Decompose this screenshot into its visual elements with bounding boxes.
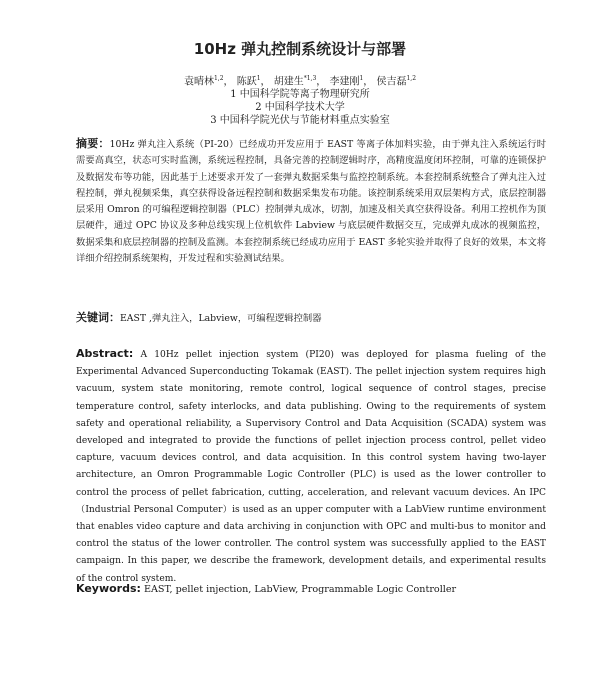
- author-affil-mark: *1,3: [303, 75, 317, 82]
- abstract-en: [76, 345, 546, 588]
- keywords-en-text: EAST, pellet injection, LabView, Programmable Logic Controller: [144, 584, 457, 595]
- abstract-en-label: Abstract:: [76, 347, 134, 360]
- author-name: 袁晴林: [183, 76, 214, 88]
- author-affil-mark: 1: [256, 75, 261, 82]
- affiliation: 3 中国科学院光伏与节能材料重点实验室: [210, 115, 390, 127]
- author-affil-mark: 1: [359, 75, 364, 82]
- affiliation: 2 中国科学技术大学: [255, 102, 345, 114]
- abstract-cn-label: 摘要：: [76, 137, 110, 150]
- affiliation: 1 中国科学院等离子物理研究所: [230, 89, 370, 101]
- keywords-en-label: Keywords:: [76, 582, 141, 595]
- author-affil-mark: 1,2: [406, 75, 417, 82]
- abstract-en-text: A 10Hz pellet injection system (PI20) was deployed for plasma fueling of the Experimental Advanced Superconducting Tokamak (EAST). The pellet injection system requires high vacuum, system state monitoring, remote control, logical sequence of control stages, precise temperature control, safety interlocks, and data publishing. Owing to the requirements of system safety and operational reliability, a Supervisory Control and Data Acquisition (SCADA) system was developed and integrated to provide the functions of pellet injection process control, pellet video capture, vacuum devices control, and data acquisition. In this control system having two-layer architecture, an Omron Programmable Logic Controller (PLC) is used as the lower controller to control the process of pellet fabrication, cutting, acceleration, and relevant vacuum devices. An IPC（Industrial Personal Computer）is used as an upper computer with a LabView runtime environment that enables video capture and data archiving in conjunction with OPC and multi-bus to monitor and control the status of the lower controller. The control system was successfully applied to the EAST campaign. In this paper, we describe the framework, development details, and experimental results of the control system.: [76, 350, 546, 584]
- keywords-cn-label: 关键词：: [76, 311, 120, 324]
- author-name: 陈跃: [236, 76, 257, 88]
- keywords-en: [76, 581, 546, 598]
- paper-title: 10Hz 弹丸控制系统设计与部署: [193, 40, 407, 58]
- keywords-cn-text: EAST ,弹丸注入，Labview，可编程逻辑控制器: [120, 313, 322, 324]
- author-name: 胡建生: [273, 76, 304, 88]
- author-name: 侯吉磊: [376, 76, 407, 88]
- author-affil-mark: 1,2: [213, 75, 224, 82]
- abstract-cn-text: 10Hz 弹丸注入系统（PI-20）已经成功开发应用于 EAST 等离子体加料实验，由于弹丸注入系统运行时需要高真空，状态可实时监测，系统远程控制，具备完善的控制逻辑时序，高精度温度闭环控制，可靠的连锁保护及数据发布等功能，因此基于上述要求开发了一套弹丸数据采集与监控控制系统。本套控制系统整合了弹丸注入过程控制，弹丸视频采集，真空获得设备远程控制和数据采集发布功能。该控制系统采用双层架构方式，底层控制器层采用 Omron 的可编程逻辑控制器（PLC）控制弹丸成冰，切割，加速及相关真空获得设备。利用工控机作为顶层硬件，通过 OPC 协议及多种总线实现上位机软件 Labview 与底层硬件数据交互，完成弹丸成冰的视频监控，数据采集和底层控制器的控制及监测。本套控制系统已经成功应用于 EAST 多轮实验并取得了良好的效果，本文将详细介绍控制系统架构，开发过程和实验测试结果。: [76, 139, 547, 265]
- author-block: [0, 72, 600, 127]
- author-list: 袁晴林$^{1,2}$， 陈跃$^1$， 胡建生$^{*1,3}$， 李建刚$^1$， 侯吉磊$^{1,2}$: [183, 75, 417, 88]
- keywords-cn: [76, 310, 546, 327]
- abstract-cn: [76, 136, 546, 267]
- author-name: 李建刚: [329, 76, 360, 88]
